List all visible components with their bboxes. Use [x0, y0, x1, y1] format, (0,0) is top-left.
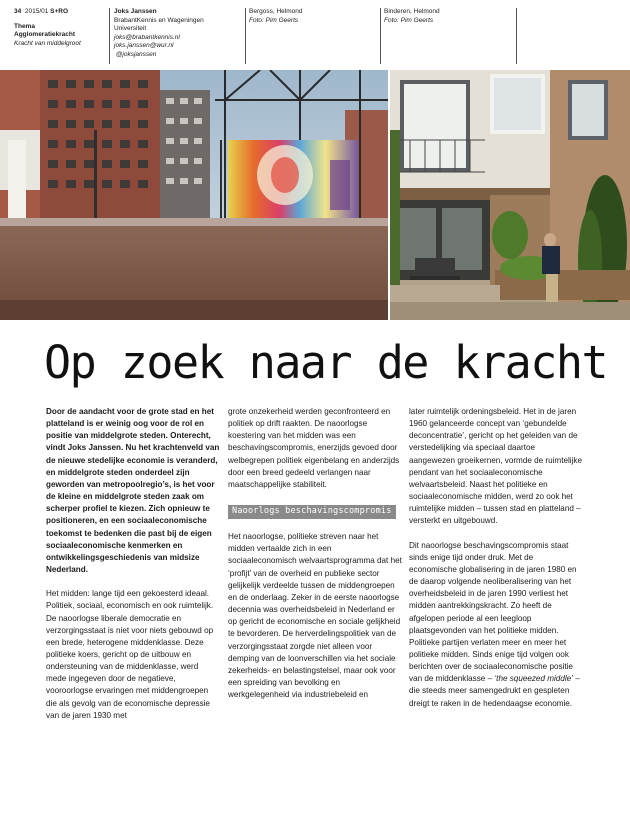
- article-headline: Op zoek naar de kracht: [44, 336, 608, 389]
- author-affiliation: BrabantKennis en Wageningen: [114, 16, 204, 24]
- article-column-1: [46, 406, 220, 734]
- theme-title: Agglomeratiekracht: [14, 31, 76, 39]
- article-lead: Door de aandacht voor de grote stad en het platteland is er weinig oog voor de rol en positie van middelgrote steden. Onterecht, vindt Joks Janssen. Nu het krachtenveld van de nieuwe stedelijke economie is veranderd, en middelgrote steden onderdeel zijn geworden van metropoolregio’s, is het voor de kleine en middelgrote steden zaak om scherper profiel te kiezen. Zich opnieuw te positioneren, en een sociaaleconomische toekomst te bedenken die past bij de eigen sociaaleconomische kenmerken en ontwikkelingsgeschiedenis van midsize Nederland.: [46, 407, 220, 575]
- author-affiliation-2: Universiteit: [114, 25, 147, 33]
- theme-label: Thema: [14, 22, 35, 30]
- caption-credit: Foto: Pim Geerts: [384, 16, 434, 24]
- caption-place: Binderen, Helmond: [384, 8, 440, 15]
- caption-place: Bergoss, Helmond: [249, 8, 303, 15]
- header-divider: [109, 8, 110, 64]
- body-paragraph: grote onzekerheid werden geconfronteerd en politiek op drift raakten. De naoorlogse koestering van het midden was een beschavingscompromis, enerzijds gevoed door welbegrepen politiek eigenbelang en anderzijds door een breed gedeeld verlangen naar maatschappelijke stabiliteit.: [228, 407, 400, 489]
- photo-caption-right: [384, 8, 512, 25]
- body-paragraph: later ruimtelijk ordeningsbeleid. Het in de jaren 1960 gelanceerde concept van ‘gebundelde deconcentratie’, gericht op het geleiden van de verstedelijking via speciaal daartoe aangewezen groeikernen, vormde de ruimtelijke pendant van het sociaaleconomische welvaartsbeleid. Naast het politieke en sociaaleconomische midden, werd zo ook het ruimtelijke midden – tussen stad en platteland – versterkt en uitgebouwd.: [409, 407, 582, 526]
- body-paragraph: Het midden: lange tijd een gekoesterd ideaal. Politiek, sociaal, economisch en ook ruimtelijk. De naoorlogse liberale democratie en verzorgingsstaat is niet voor niets gebouwd op een brede, heterogene middenklasse. Deze politieke koers, gericht op de uitbouw en ondersteuning van de middenklasse, werd mede ingegeven door de negatieve, vooroorlogse ervaringen met middengroepen die als gevolg van de economische depressie van de jaren 1930 met: [46, 589, 214, 720]
- page-number: 34: [14, 8, 22, 15]
- article-column-3: [409, 406, 583, 722]
- author-email-link-2[interactable]: joks.janssen@wur.nl: [114, 42, 174, 50]
- header-page-info: [14, 8, 106, 48]
- magazine-name: S+RO: [50, 8, 69, 15]
- author-name: Joks Janssen: [114, 8, 157, 15]
- photo-binderen: [390, 70, 630, 320]
- theme-subtitle: Kracht van middelgroot: [14, 39, 81, 47]
- header-divider: [380, 8, 381, 64]
- author-email-link[interactable]: joks@brabantkennis.nl: [114, 33, 180, 41]
- photo-bergoss: [0, 70, 388, 320]
- quoted-phrase: ‘the squeezed middle’: [494, 674, 573, 684]
- caption-credit: Foto: Pim Geerts: [249, 16, 299, 24]
- article-column-2: [228, 406, 402, 713]
- header-divider: [245, 8, 246, 64]
- body-paragraph: Het naoorlogse, politieke streven naar het midden vertaalde zich in een sociaaleconomisch welvaartsprogramma dat het ‘profijt’ van de overheid en publieke sector gelijkelijk verdeelde tussen de middengroepen en de onderlaag. Zeker in de eerste naoorlogse decennia was overheidsbeleid in Nederland er op gericht de economische en sociale gelijkheid te bevorderen. De herverdelingspolitiek van de verzorgingsstaat zorgde niet alleen voor demping van de loonverschillen via het sociale zekerheids- en belastingstelsel, maar ook voor een spreiding van bevolking en werkgelegenheid via industriebeleid en: [228, 532, 402, 700]
- author-info: [114, 8, 242, 60]
- header-divider: [516, 8, 517, 64]
- photo-caption-left: [249, 8, 377, 25]
- body-paragraph: Dit naoorlogse beschavingscompromis staat sinds enige tijd onder druk. Met de economische globalisering in de jaren 1980 en de daarop volgende neoliberalisering van het overheidsbeleid in de jaren 1990 verliest het midden aantrekkingskracht. Zo heeft de afgelopen periode al een leegloop plaatsgevonden van het politieke midden. Politieke partijen verlaten meer en meer het politieke midden. Sinds enige tijd volgen ook berichten over de sociaaleconomische positie van de middenklasse – ‘the squeezed middle’ – die steeds meer samengedrukt en gespleten dreigt te raken in de hedendaagse economie.: [409, 540, 580, 708]
- issue-number: 2015/01: [24, 8, 49, 15]
- section-subhead: Naoorlogs beschavingscompromis: [228, 505, 396, 519]
- author-twitter-link[interactable]: @joksjanssen: [115, 50, 157, 58]
